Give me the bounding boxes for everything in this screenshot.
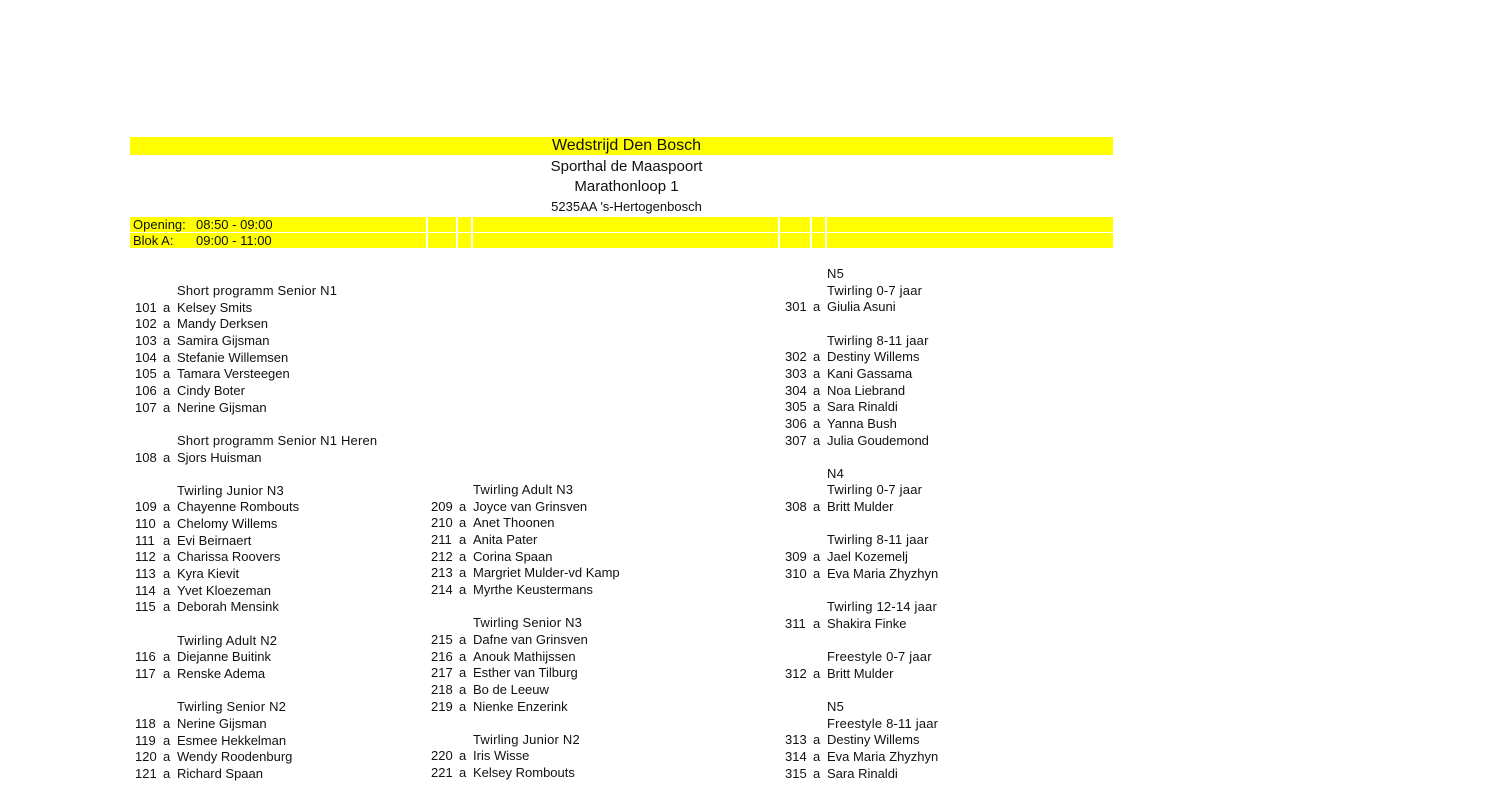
category-heading: Twirling 8-11 jaar	[827, 332, 929, 348]
round-letter: a	[459, 515, 467, 531]
category-heading: N4	[827, 465, 845, 481]
participant-row	[135, 766, 263, 782]
participant-row	[135, 549, 280, 565]
round-letter: a	[163, 382, 171, 398]
start-number: 120	[135, 749, 157, 765]
cell-gridline	[471, 217, 473, 249]
start-number: 221	[431, 765, 453, 780]
participant-name: Diejanne Buitink	[177, 649, 271, 665]
round-letter: a	[459, 748, 467, 764]
participant-row	[431, 582, 593, 598]
start-number: 314	[785, 748, 807, 764]
participant-name: Margriet Mulder-vd Kamp	[473, 565, 620, 581]
round-letter: a	[163, 549, 171, 565]
round-letter: a	[163, 765, 171, 781]
start-number: 119	[135, 732, 156, 748]
participant-name: Chayenne Rombouts	[177, 499, 300, 515]
start-number: 313	[785, 732, 807, 748]
participant-name: Corina Spaan	[473, 548, 553, 564]
start-number: 108	[135, 449, 157, 465]
start-number: 116	[135, 649, 156, 665]
start-number: 301	[785, 299, 807, 315]
participant-name: Kani Gassama	[827, 365, 913, 381]
participant-name: Iris Wisse	[473, 748, 530, 764]
category-heading: Short programm Senior N1 Heren	[177, 432, 378, 448]
start-number: 307	[785, 432, 807, 448]
participant-row	[135, 599, 279, 615]
start-number: 114	[135, 582, 156, 598]
participant-name: Nerine Gijsman	[177, 715, 267, 731]
round-letter: a	[813, 665, 821, 681]
participant-name: Chelomy Willems	[177, 516, 278, 532]
participant-row	[135, 716, 267, 732]
round-letter: a	[459, 548, 467, 564]
round-letter: a	[163, 566, 171, 581]
participant-row	[431, 549, 553, 565]
round-letter: a	[163, 599, 171, 615]
start-number: 311	[785, 615, 806, 631]
participant-name: Evi Beirnaert	[177, 532, 252, 548]
cell-gridline	[825, 217, 827, 249]
round-letter: a	[163, 666, 171, 681]
venue-postal: 5235AA 's-Hertogenbosch	[551, 199, 702, 214]
venue-street: Marathonloop 1	[574, 178, 679, 195]
participant-name: Wendy Roodenburg	[177, 749, 293, 765]
start-number: 112	[135, 549, 156, 565]
round-letter: a	[163, 532, 171, 548]
participant-name: Britt Mulder	[827, 665, 894, 681]
start-number: 220	[431, 748, 453, 764]
category-heading: Twirling 0-7 jaar	[827, 282, 923, 298]
round-letter: a	[163, 749, 171, 765]
participant-row	[135, 583, 271, 599]
participant-row	[135, 533, 251, 549]
participant-name: Nerine Gijsman	[177, 399, 267, 415]
start-number: 310	[785, 565, 807, 581]
start-number: 105	[135, 366, 157, 382]
category-heading: N5	[827, 698, 845, 714]
participant-name: Samira Gijsman	[177, 332, 270, 348]
start-number: 111	[135, 532, 155, 548]
participant-name: Noa Liebrand	[827, 382, 906, 398]
start-number: 215	[431, 631, 453, 647]
participant-row	[785, 299, 896, 315]
participant-row	[785, 399, 898, 415]
participant-name: Charissa Roovers	[177, 549, 281, 565]
category-heading: Twirling Adult N3	[473, 482, 574, 497]
start-number: 110	[135, 516, 156, 532]
cell-gridline	[810, 217, 812, 249]
round-letter: a	[163, 366, 171, 382]
round-letter: a	[163, 349, 171, 365]
start-number: 104	[135, 349, 157, 365]
start-number: 102	[135, 316, 157, 332]
start-number: 103	[135, 332, 157, 348]
participant-row	[785, 749, 938, 765]
participant-name: Bo de Leeuw	[473, 681, 549, 697]
round-letter: a	[813, 349, 821, 365]
participant-row	[431, 515, 554, 531]
participant-name: Dafne van Grinsven	[473, 631, 588, 647]
participant-name: Nienke Enzerink	[473, 698, 568, 714]
participant-row	[135, 749, 292, 765]
cell-gridline	[456, 217, 458, 249]
participant-row	[431, 499, 587, 515]
round-letter: a	[813, 549, 821, 564]
participant-row	[135, 383, 245, 399]
participant-name: Sjors Huisman	[177, 449, 262, 465]
round-letter: a	[459, 581, 467, 597]
participant-name: Anita Pater	[473, 532, 538, 547]
category-heading: Twirling Senior N3	[473, 615, 583, 631]
participant-row	[135, 333, 269, 349]
round-letter: a	[163, 649, 171, 665]
category-heading: Short programm Senior N1	[177, 283, 338, 298]
participant-row	[785, 416, 897, 432]
participant-name: Cindy Boter	[177, 382, 245, 398]
participant-row	[785, 566, 938, 582]
round-letter: a	[163, 732, 171, 748]
start-number: 217	[431, 665, 453, 681]
start-number: 113	[135, 566, 156, 581]
participant-row	[431, 632, 588, 648]
participant-name: Jael Kozemelj	[827, 549, 908, 564]
participant-row	[135, 666, 265, 682]
round-letter: a	[163, 299, 171, 315]
round-letter: a	[813, 732, 821, 748]
participant-row	[785, 666, 893, 682]
category-heading: Freestyle 8-11 jaar	[827, 715, 939, 731]
participant-name: Kelsey Smits	[177, 299, 253, 315]
category-heading: Twirling 0-7 jaar	[827, 482, 923, 498]
participant-row	[785, 383, 905, 399]
start-number: 304	[785, 382, 807, 398]
participant-row	[431, 565, 620, 581]
participant-row	[785, 366, 912, 382]
round-letter: a	[813, 748, 821, 764]
category-heading: Freestyle 0-7 jaar	[827, 649, 932, 664]
round-letter: a	[813, 499, 821, 515]
participant-row	[431, 665, 578, 681]
round-letter: a	[813, 299, 821, 315]
participant-row	[135, 400, 267, 416]
round-letter: a	[813, 415, 821, 431]
start-number: 216	[431, 648, 453, 664]
start-number: 209	[431, 498, 453, 514]
start-number: 308	[785, 499, 807, 515]
start-number: 211	[431, 532, 452, 547]
participant-name: Julia Goudemond	[827, 432, 929, 448]
start-number: 101	[135, 299, 157, 315]
participant-row	[135, 516, 277, 532]
round-letter: a	[459, 665, 467, 681]
participant-name: Britt Mulder	[827, 499, 894, 515]
round-letter: a	[459, 648, 467, 664]
participant-row	[135, 450, 262, 466]
participant-name: Stefanie Willemsen	[177, 349, 289, 365]
participant-name: Richard Spaan	[177, 765, 263, 781]
round-letter: a	[459, 765, 467, 780]
participant-row	[431, 532, 537, 548]
participant-row	[785, 616, 906, 632]
round-letter: a	[459, 532, 467, 547]
start-number: 115	[135, 599, 156, 615]
category-heading: Twirling Junior N2	[473, 731, 580, 747]
opening-highlight-band	[130, 217, 1113, 232]
participant-row	[135, 300, 252, 316]
participant-name: Eva Maria Zhyzhyn	[827, 565, 939, 581]
participant-row	[135, 733, 286, 749]
category-heading: Twirling Adult N2	[177, 632, 278, 648]
round-letter: a	[163, 499, 171, 515]
participant-row	[135, 649, 271, 665]
start-number: 312	[785, 665, 807, 681]
category-heading: Twirling 12-14 jaar	[827, 599, 938, 614]
participant-row	[135, 350, 288, 366]
start-number: 210	[431, 515, 453, 531]
participant-row	[135, 566, 239, 582]
start-number: 109	[135, 499, 157, 515]
start-number: 107	[135, 399, 157, 415]
round-letter: a	[459, 698, 467, 714]
participant-row	[431, 748, 529, 764]
participant-row	[135, 499, 299, 515]
blok-time: 09:00 - 11:00	[196, 233, 272, 248]
participant-row	[431, 699, 568, 715]
start-number: 212	[431, 548, 453, 564]
participant-row	[785, 766, 898, 782]
participant-row	[431, 682, 549, 698]
participant-name: Sara Rinaldi	[827, 765, 898, 781]
start-number: 218	[431, 681, 453, 697]
participant-name: Kyra Kievit	[177, 566, 240, 581]
round-letter: a	[813, 399, 821, 415]
participant-name: Yvet Kloezeman	[177, 582, 271, 598]
start-number: 213	[431, 565, 453, 581]
start-number: 315	[785, 765, 807, 781]
round-letter: a	[813, 382, 821, 398]
participant-name: Destiny Willems	[827, 349, 920, 365]
participant-name: Anouk Mathijssen	[473, 648, 576, 664]
round-letter: a	[163, 449, 171, 465]
round-letter: a	[813, 365, 821, 381]
start-number: 305	[785, 399, 807, 415]
start-number: 214	[431, 581, 453, 597]
participant-row	[135, 366, 290, 382]
round-letter: a	[163, 582, 171, 598]
participant-name: Myrthe Keustermans	[473, 581, 593, 597]
round-letter: a	[163, 399, 171, 415]
category-heading: Twirling Junior N3	[177, 482, 284, 498]
participant-row	[135, 316, 268, 332]
start-number: 302	[785, 349, 807, 365]
round-letter: a	[813, 565, 821, 581]
start-number: 219	[431, 698, 453, 714]
participant-row	[431, 649, 576, 665]
participant-name: Shakira Finke	[827, 615, 907, 631]
participant-name: Esther van Tilburg	[473, 665, 578, 681]
start-number: 303	[785, 365, 807, 381]
blok-highlight-band	[130, 233, 1113, 248]
participant-name: Destiny Willems	[827, 732, 920, 748]
participant-row	[785, 499, 893, 515]
cell-gridline	[778, 217, 780, 249]
participant-name: Mandy Derksen	[177, 316, 269, 332]
participant-name: Yanna Bush	[827, 415, 897, 431]
category-heading: Twirling 8-11 jaar	[827, 532, 929, 548]
cell-gridline	[426, 217, 428, 249]
participant-name: Tamara Versteegen	[177, 366, 290, 382]
category-heading: Twirling Senior N2	[177, 699, 287, 715]
participant-name: Giulia Asuni	[827, 299, 896, 315]
round-letter: a	[163, 332, 171, 348]
category-heading: N5	[827, 266, 845, 281]
participant-name: Sara Rinaldi	[827, 399, 898, 415]
participant-name: Deborah Mensink	[177, 599, 279, 615]
start-number: 118	[135, 715, 156, 731]
start-number: 306	[785, 415, 807, 431]
blok-label: Blok A:	[133, 233, 174, 248]
round-letter: a	[459, 631, 467, 647]
round-letter: a	[459, 681, 467, 697]
opening-time: 08:50 - 09:00	[196, 217, 273, 232]
round-letter: a	[163, 516, 171, 532]
participant-row	[431, 765, 575, 781]
round-letter: a	[163, 715, 171, 731]
participant-row	[785, 349, 919, 365]
round-letter: a	[163, 316, 171, 332]
event-title: Wedstrijd Den Bosch	[551, 137, 702, 154]
start-number: 309	[785, 549, 807, 564]
participant-row	[785, 433, 929, 449]
participant-row	[785, 549, 908, 565]
participant-name: Esmee Hekkelman	[177, 732, 287, 748]
round-letter: a	[459, 565, 467, 581]
round-letter: a	[813, 615, 821, 631]
participant-name: Eva Maria Zhyzhyn	[827, 748, 939, 764]
participant-name: Renske Adema	[177, 666, 266, 681]
participant-name: Anet Thoonen	[473, 515, 555, 531]
round-letter: a	[813, 432, 821, 448]
round-letter: a	[459, 498, 467, 514]
participant-name: Kelsey Rombouts	[473, 765, 575, 780]
round-letter: a	[813, 765, 821, 781]
start-number: 106	[135, 382, 157, 398]
participant-row	[785, 732, 919, 748]
venue-name: Sporthal de Maaspoort	[550, 158, 703, 175]
participant-name: Joyce van Grinsven	[473, 498, 588, 514]
start-number: 117	[135, 666, 156, 681]
start-number: 121	[135, 765, 157, 781]
opening-label: Opening:	[133, 217, 186, 232]
